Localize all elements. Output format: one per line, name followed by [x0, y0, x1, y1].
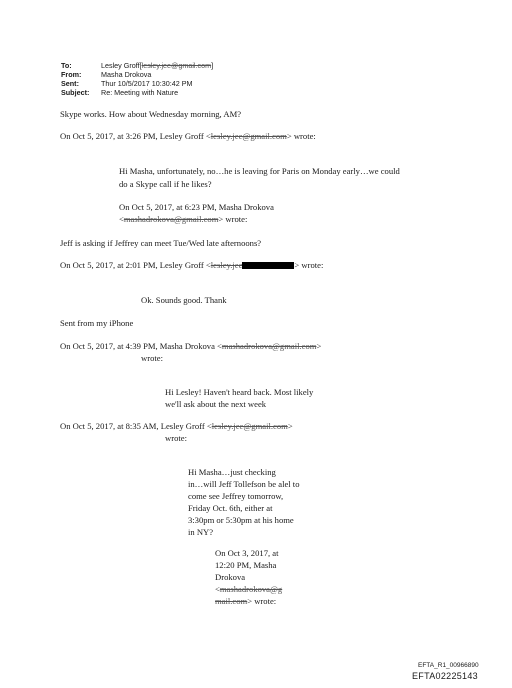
quote-6-open: < — [215, 584, 220, 594]
sent-label: Sent: — [61, 79, 79, 88]
subject-value: Re: Meeting with Nature — [101, 88, 179, 97]
quote-header-5 — [60, 421, 293, 432]
from-value: Masha Drokova — [101, 70, 152, 79]
quote-2-open: < — [119, 214, 124, 224]
quote-header-1 — [60, 131, 316, 142]
subject-label: Subject: — [61, 88, 90, 97]
to-name: Lesley Groff[ — [101, 61, 142, 70]
quote-header-3 — [60, 260, 323, 271]
quote-header-6-line-3: Drokova — [215, 572, 246, 582]
message-2-line-2: do a Skype call if he likes? — [119, 179, 212, 189]
message-6-line-1: Hi Lesley! Haven't heard back. Most likely — [165, 387, 314, 397]
quote-1-prefix: On Oct 5, 2017, at 3:26 PM, Lesley Groff < — [60, 131, 211, 141]
to-email[interactable]: lesley.jee@gmail.com — [141, 61, 212, 70]
from-label: From: — [61, 70, 82, 79]
quote-header-6-line-5 — [215, 596, 276, 607]
quote-3-suffix: > wrote: — [294, 260, 324, 270]
quote-5-email[interactable]: lesley.jee@gmail.com — [211, 421, 288, 431]
quote-3-prefix: On Oct 5, 2017, at 2:01 PM, Lesley Groff < — [60, 260, 211, 270]
quote-header-2: On Oct 5, 2017, at 6:23 PM, Masha Drokova — [119, 202, 274, 212]
quote-header-4 — [60, 341, 321, 352]
to-value — [101, 61, 213, 70]
quote-2-suffix: > wrote: — [218, 214, 248, 224]
quote-4-suffix: > — [316, 341, 322, 351]
quote-6-suffix: > wrote: — [247, 596, 277, 606]
message-5: Sent from my iPhone — [60, 318, 134, 328]
quote-1-suffix: > wrote: — [286, 131, 316, 141]
quote-header-6-line-4 — [215, 584, 282, 595]
redaction-bar — [242, 262, 294, 269]
quote-5-prefix: On Oct 5, 2017, at 8:35 AM, Lesley Groff < — [60, 421, 212, 431]
quote-header-6-line-1: On Oct 3, 2017, at — [215, 548, 279, 558]
message-7-line-3: come see Jeffrey tomorrow, — [188, 491, 284, 501]
quote-1-email[interactable]: lesley.jee@gmail.com — [210, 131, 287, 141]
quote-6-email-part-1[interactable]: mashadrokova@g — [219, 584, 283, 594]
message-4: Ok. Sounds good. Thank — [141, 295, 227, 305]
message-2-line-1: Hi Masha, unfortunately, no…he is leaving for Paris on Monday early…we could — [119, 166, 400, 176]
quote-2-email[interactable]: mashadrokova@gmail.com — [123, 214, 219, 224]
message-7-line-5: 3:30pm or 5:30pm at his home — [188, 515, 294, 525]
message-7-line-4: Friday Oct. 6th, either at — [188, 503, 273, 513]
to-label: To: — [61, 61, 72, 70]
footer-ref-2: EFTA02225143 — [412, 671, 478, 681]
quote-header-6-line-2: 12:20 PM, Masha — [215, 560, 277, 570]
message-1: Skype works. How about Wednesday morning, AM? — [60, 109, 242, 119]
quote-5-suffix: > — [287, 421, 293, 431]
sent-value: Thur 10/5/2017 10:30:42 PM — [101, 79, 193, 88]
message-7-line-6: in NY? — [188, 527, 214, 537]
message-6-line-2: we'll ask about the next week — [165, 399, 267, 409]
message-3: Jeff is asking if Jeffrey can meet Tue/Wed late afternoons? — [60, 238, 262, 248]
quote-4-email[interactable]: mashadrokova@gmail.com — [221, 341, 317, 351]
quote-4-prefix: On Oct 5, 2017, at 4:39 PM, Masha Drokova < — [60, 341, 222, 351]
quote-header-4-wrote: wrote: — [141, 353, 163, 363]
to-close: ] — [211, 61, 214, 70]
quote-header-2-email — [119, 214, 247, 225]
quote-header-5-wrote: wrote: — [165, 433, 187, 443]
message-7-line-2: in…will Jeff Tollefson be alel to — [188, 479, 300, 489]
footer-ref-1: EFTA_R1_00966890 — [418, 662, 479, 669]
quote-3-email[interactable]: lesley.jee — [210, 260, 243, 270]
message-7-line-1: Hi Masha…just checking — [188, 467, 276, 477]
quote-6-email-part-2[interactable]: mail.com — [215, 596, 248, 606]
